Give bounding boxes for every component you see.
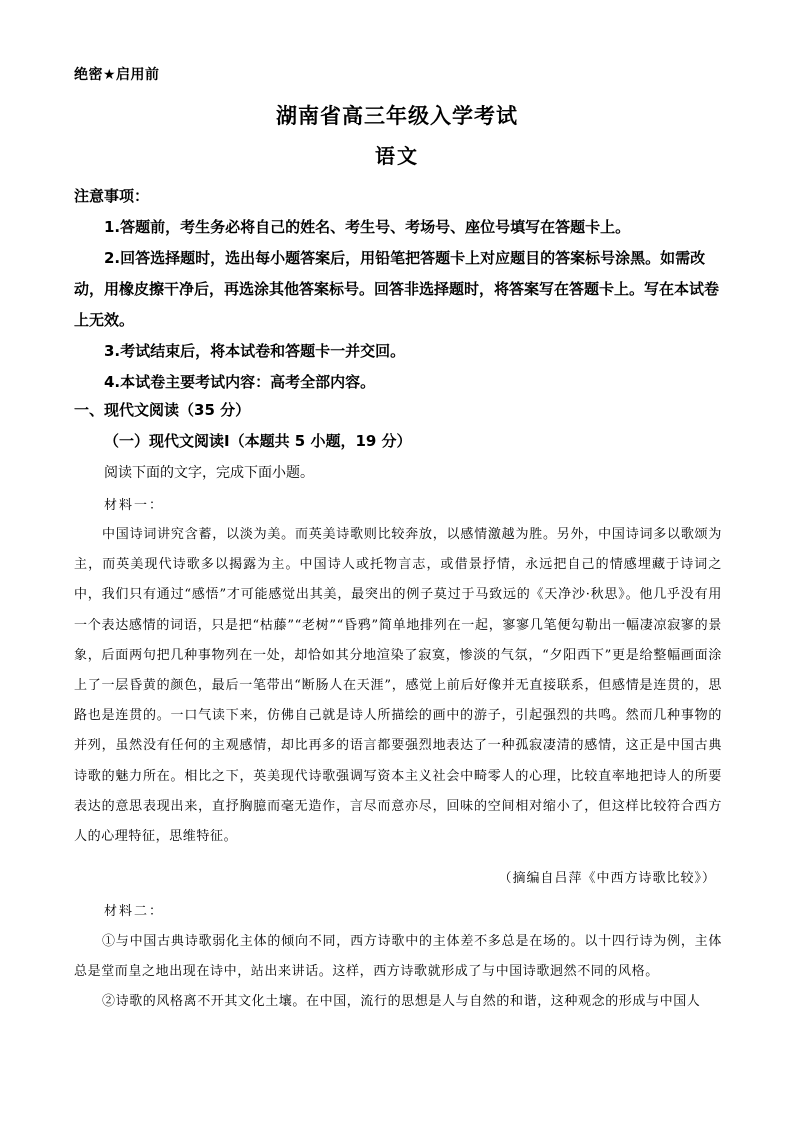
material-2-passage (74, 927, 722, 1018)
notice-item-1: 1.答题前，考生务必将自己的姓名、考生号、考场号、座位号填写在答题卡上。 (104, 218, 631, 236)
subject-title: 语文 (375, 144, 419, 168)
notice-item-3: 3.考试结束后，将本试卷和答题卡一并交回。 (104, 342, 406, 360)
material-1-text: 中国诗词讲究含蓄，以淡为美。而英美诗歌则比较奔放，以感情激越为胜。另外，中国诗词多以歌颂为主，而英美现代诗歌多以揭露为主。中国诗人或托物言志，或借景抒情，永远把自己的情感埋藏于诗词之中，我们只有通过“感悟”才可能感觉出其美，最突出的例子莫过于马致远的《天净沙·秋思》。他几乎没有用一个表达感情的词语，只是把“枯藤”“老树”“昏鸦”简单地排列在一起，寥寥几笔便勾勒出一幅凄凉寂寥的景象，后面两句把几种事物列在一处，却恰如其分地渲染了寂寞，惨淡的气氛，“夕阳西下”更是给整幅画面涂上了一层昏黄的颜色，最后一笔带出“断肠人在天涯”，感觉上前后好像并无直接联系，但感情是连贯的，思路也是连贯的。一口气读下来，仿佛自己就是诗人所描绘的画中的游子，引起强烈的共鸣。然而几种事物的并列，虽然没有任何的主观感情，却比再多的语言都要强烈地表达了一种孤寂凄清的感情，这正是中国古典诗歌的魅力所在。相比之下，英美现代诗歌强调写资本主义社会中畸零人的心理，比较直率地把诗人的所要表达的意思表现出来，直抒胸臆而毫无造作，言尽而意亦尽，回味的空间相对缩小了，但这样比较符合西方人的心理特征，思维特征。 (74, 527, 722, 845)
subsection-heading: （一）现代文阅读Ⅰ（本题共 5 小题，19 分） (104, 432, 412, 450)
notice-heading: 注意事项： (74, 187, 150, 205)
section-heading: 一、现代文阅读（35 分） (74, 401, 251, 419)
notice-item-4: 4.本试卷主要考试内容：高考全部内容。 (104, 373, 376, 391)
material-1-source: （摘编自吕萍《中西方诗歌比较》） (498, 871, 716, 886)
notice-item-2: 2.回答选择题时，选出每小题答案后，用铅笔把答题卡上对应题目的答案标号涂黑。如需改动，用橡皮擦干净后，再选涂其他答案标号。回答非选择题时，将答案写在答题卡上。写在本试卷上无效。 (74, 249, 720, 329)
material-1-label: 材料一： (104, 498, 165, 513)
material-2-label: 材料二： (104, 904, 165, 919)
reading-instruction: 阅读下面的文字，完成下面小题。 (104, 465, 314, 481)
material-1-passage (74, 520, 722, 852)
confidential-mark: 绝密★启用前 (74, 67, 160, 83)
notice-block (74, 181, 724, 398)
exam-title: 湖南省高三年级入学考试 (276, 104, 518, 128)
material-2-paragraph-2: ②诗歌的风格离不开其文化土壤。在中国，流行的思想是人与自然的和谐，这种观念的形成与中国人 (102, 994, 701, 1010)
material-2-paragraph-1: ①与中国古典诗歌弱化主体的倾向不同，西方诗歌中的主体差不多总是在场的。以十四行诗为例，主体总是堂而皇之地出现在诗中，站出来讲话。这样，西方诗歌就形成了与中国诗歌迥然不同的风格。 (74, 934, 722, 980)
